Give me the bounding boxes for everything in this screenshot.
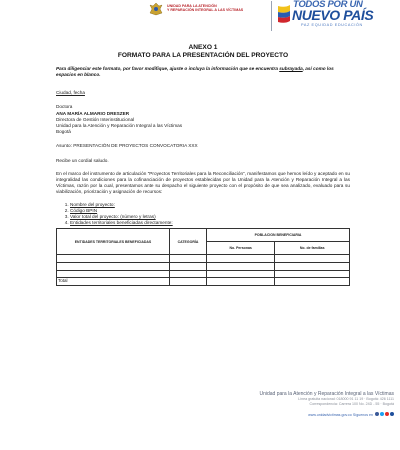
beneficiaries-table	[56, 228, 350, 285]
annex-label: ANEXO 1	[188, 44, 218, 51]
instructions	[56, 66, 350, 78]
logo-tagline: PAZ EQUIDAD EDUCACIÓN	[301, 23, 363, 27]
social-icons	[374, 412, 394, 418]
youtube-icon[interactable]	[385, 412, 389, 416]
footer-website-link[interactable]: www.unidadvictimas.gov.co	[308, 412, 352, 417]
table-row	[57, 255, 350, 263]
table-cell[interactable]	[207, 263, 275, 271]
table-cell[interactable]	[57, 270, 170, 278]
city-date-field[interactable]: Ciudad, fecha	[56, 90, 85, 96]
instructions-part2: , así como los espacios en blanco.	[56, 66, 334, 78]
project-name-field[interactable]: Nombre del proyecto:	[70, 201, 115, 207]
logo-line2: NUEVO PAÍS	[292, 7, 374, 23]
institution-name-line1: UNIDAD PARA LA ATENCIÓN	[167, 4, 217, 8]
header-divider	[271, 1, 272, 31]
table-cell[interactable]	[275, 270, 350, 278]
col-population-header: POBLACION BENEFICIARIA	[207, 229, 350, 242]
footer-web	[194, 412, 394, 418]
recipient-title: Directora de Gestión Interinstitucional	[56, 116, 135, 122]
body-paragraph: En el marco del instrumento de articulación “Proyectos Territoriales para la Reconciliación”, manifestamos que hemos leído y aceptado en su integralidad las condiciones para la cofinanciación de proyectos establecidas por la Unidad para la Atención y Reparación Integral a las Víctimas, razón por la cual, presentamos ante su despacho el siguiente proyecto con el propósito de que sea analizado, evaluado para su viabilización, priorización y asignación de recursos:	[56, 170, 350, 195]
todos-por-un-nuevo-pais-logo	[276, 0, 400, 34]
table-cell[interactable]	[170, 270, 207, 278]
institution-name-line2: Y REPARACIÓN INTEGRAL A LAS VÍCTIMAS	[167, 8, 244, 13]
col-category-header: CATEGORÍA	[170, 229, 207, 255]
footer-phone: Línea gratuita nacional: 018000 91 11 19 · Bogotá: 426 1111	[298, 397, 394, 402]
institution-header	[148, 2, 243, 16]
table-total-row	[57, 278, 350, 286]
page-footer	[194, 392, 394, 418]
table-cell[interactable]	[207, 255, 275, 263]
flag-swoosh-icon	[276, 4, 292, 24]
table-cell[interactable]	[170, 278, 207, 286]
greeting: Recibe un cordial saludo.	[56, 157, 109, 163]
logo-line1: TODOS POR UN	[293, 0, 363, 10]
table-cell[interactable]	[207, 270, 275, 278]
table-cell[interactable]	[57, 255, 170, 263]
col-persons-header: No. Personas	[207, 242, 275, 255]
instructions-part1: Para diligenciar este formato, por favor modifique, ajuste o incluya la información que se encuentra	[56, 66, 280, 72]
instructions-underlined: subrayada	[279, 66, 303, 72]
recipient-organization: Unidad para la Atención y Reparación Integral a las Víctimas	[56, 123, 183, 128]
table-cell[interactable]	[170, 263, 207, 271]
footer-org-name: Unidad para la Atención y Reparación Integral a las Víctimas	[259, 391, 394, 397]
footer-follow-label: Síguenos en	[352, 412, 373, 417]
table-cell[interactable]	[57, 263, 170, 271]
recipient-salutation: Doctora	[56, 104, 73, 110]
letter-body	[56, 44, 350, 286]
colombia-crest-icon	[148, 2, 164, 16]
table-row	[57, 270, 350, 278]
table-cell[interactable]	[207, 278, 275, 286]
col-entities-header: ENTIDADES TERRITORIALES BENEFICIADAS	[57, 229, 170, 255]
col-families-header: No. de familias	[275, 242, 350, 255]
table-cell[interactable]	[275, 263, 350, 271]
table-cell[interactable]	[170, 255, 207, 263]
beneficiary-entities-field[interactable]: Entidades territoriales beneficiadas directamente:	[70, 220, 173, 226]
project-info-list	[56, 202, 350, 227]
project-value-field[interactable]: Valor total del proyecto: (número y letras)	[70, 214, 156, 220]
recipient-block	[56, 104, 350, 135]
facebook-icon[interactable]	[375, 412, 379, 416]
total-label: Total	[57, 278, 170, 286]
subject-line: Asunto: PRESENTACIÓN DE PROYECTOS CONVOCATORIA XXX	[56, 143, 198, 149]
recipient-name: ANA MARÍA ALMARIO DRESZER	[56, 110, 130, 116]
table-cell[interactable]	[275, 278, 350, 286]
table-row	[57, 263, 350, 271]
recipient-city: Bogotá	[56, 129, 71, 135]
twitter-icon[interactable]	[380, 412, 384, 416]
list-item	[70, 220, 350, 226]
bpin-code-field[interactable]: Código BPIN	[70, 207, 98, 213]
table-cell[interactable]	[275, 255, 350, 263]
document-title: FORMATO PARA LA PRESENTACIÓN DEL PROYECTO	[117, 51, 289, 59]
footer-address: Correspondencia: Carrera 100 No. 24D - 55 · Bogotá	[309, 402, 394, 407]
social-icon[interactable]	[390, 412, 394, 416]
